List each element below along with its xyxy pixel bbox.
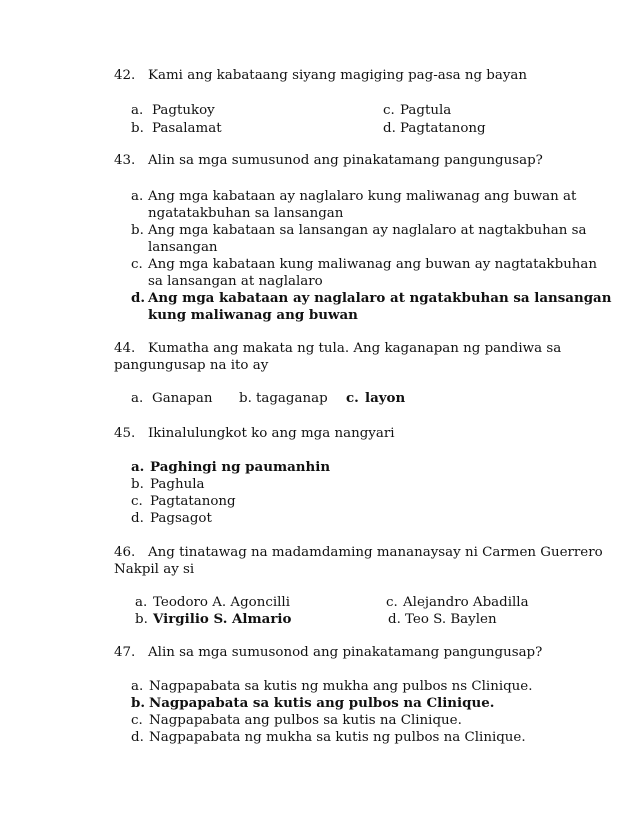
option-letter: c. — [346, 390, 359, 406]
option-text: Nagpapabata sa kutis ng mukha ang pulbos ns Clinique. — [149, 679, 533, 694]
option-letter: c. — [131, 257, 143, 272]
option-text: Teo S. Baylen — [405, 612, 497, 627]
question-number: 46. — [114, 545, 136, 560]
question-number: 45. — [114, 426, 136, 441]
question-stem: pangungusap na ito ay — [114, 358, 269, 373]
option-text: Pagtatanong — [400, 121, 486, 136]
option-text: Pasalamat — [152, 121, 222, 136]
option-letter: a. — [131, 189, 144, 204]
option-letter: b. — [131, 121, 144, 136]
option-letter: b. — [131, 477, 144, 492]
option-letter: a. — [131, 391, 144, 406]
option-text: Pagtatanong — [150, 494, 236, 509]
option-letter: d. — [131, 290, 146, 306]
option-text: Alejandro Abadilla — [403, 595, 529, 610]
question-number: 43. — [114, 153, 136, 168]
option-letter: d. — [388, 612, 401, 627]
question-stem: Nakpil ay si — [114, 562, 195, 577]
question-stem: Kami ang kabataang siyang magiging pag-asa ng bayan — [148, 68, 528, 83]
option-letter: a. — [135, 595, 148, 610]
option-text: Teodoro A. Agoncilli — [153, 595, 290, 610]
option-text: Nagpapabata ang pulbos sa kutis na Clinique. — [149, 713, 462, 728]
option-letter: c. — [386, 595, 398, 610]
option-letter: a. — [131, 103, 144, 118]
option-text: Paghingi ng paumanhin — [150, 459, 331, 475]
option-text: Ganapan — [152, 391, 213, 406]
option-letter: b. — [131, 695, 146, 711]
question-stem: Alin sa mga sumusonod ang pinakatamang pangungusap? — [148, 645, 543, 660]
question-stem: Kumatha ang makata ng tula. Ang kaganapan ng pandiwa sa — [148, 341, 562, 356]
option-letter: d. — [131, 511, 144, 526]
option-text: Ang mga kabataan ay naglalaro kung maliwanag ang buwan at — [148, 189, 577, 204]
option-letter: a. — [131, 679, 144, 694]
option-letter: c. — [131, 494, 143, 509]
option-letter: c. — [383, 103, 395, 118]
option-text: sa lansangan at naglalaro — [148, 274, 323, 289]
option-text: lansangan — [148, 240, 218, 255]
option-letter: a. — [131, 459, 145, 475]
question-number: 42. — [114, 68, 136, 83]
option-text: Nagpapabata ng mukha sa kutis ng pulbos na Clinique. — [149, 730, 526, 745]
option-text: Nagpapabata sa kutis ang pulbos na Clinique. — [149, 695, 495, 711]
option-text: Virgilio S. Almario — [153, 611, 292, 627]
option-text: kung maliwanag ang buwan — [148, 307, 358, 323]
option-letter: b. — [135, 612, 148, 627]
question-stem: Ikinalulungkot ko ang mga nangyari — [148, 426, 395, 441]
option-letter: d. — [131, 730, 144, 745]
option-letter: c. — [131, 713, 143, 728]
question-stem: Alin sa mga sumusunod ang pinakatamang pangungusap? — [148, 153, 543, 168]
option-text: Paghula — [150, 477, 205, 492]
question-number: 44. — [114, 341, 136, 356]
option-text: Pagtukoy — [152, 103, 215, 118]
option-text: Pagtula — [400, 103, 452, 118]
option-text: tagaganap — [256, 391, 328, 406]
option-letter: d. — [383, 121, 396, 136]
option-text: Ang mga kabataan kung maliwanag ang buwan ay nagtatakbuhan — [148, 257, 598, 272]
option-text: Ang mga kabataan ay naglalaro at ngatakbuhan sa lansangan — [148, 290, 612, 306]
option-letter: b. — [131, 223, 144, 238]
question-stem: Ang tinatawag na madamdaming mananaysay ni Carmen Guerrero — [148, 545, 603, 560]
option-text: ngatatakbuhan sa lansangan — [148, 206, 344, 221]
option-text: layon — [365, 390, 406, 406]
option-letter: b. — [239, 391, 252, 406]
option-text: Pagsagot — [150, 511, 212, 526]
option-text: Ang mga kabataan sa lansangan ay naglalaro at nagtakbuhan sa — [148, 223, 587, 238]
question-number: 47. — [114, 645, 136, 660]
